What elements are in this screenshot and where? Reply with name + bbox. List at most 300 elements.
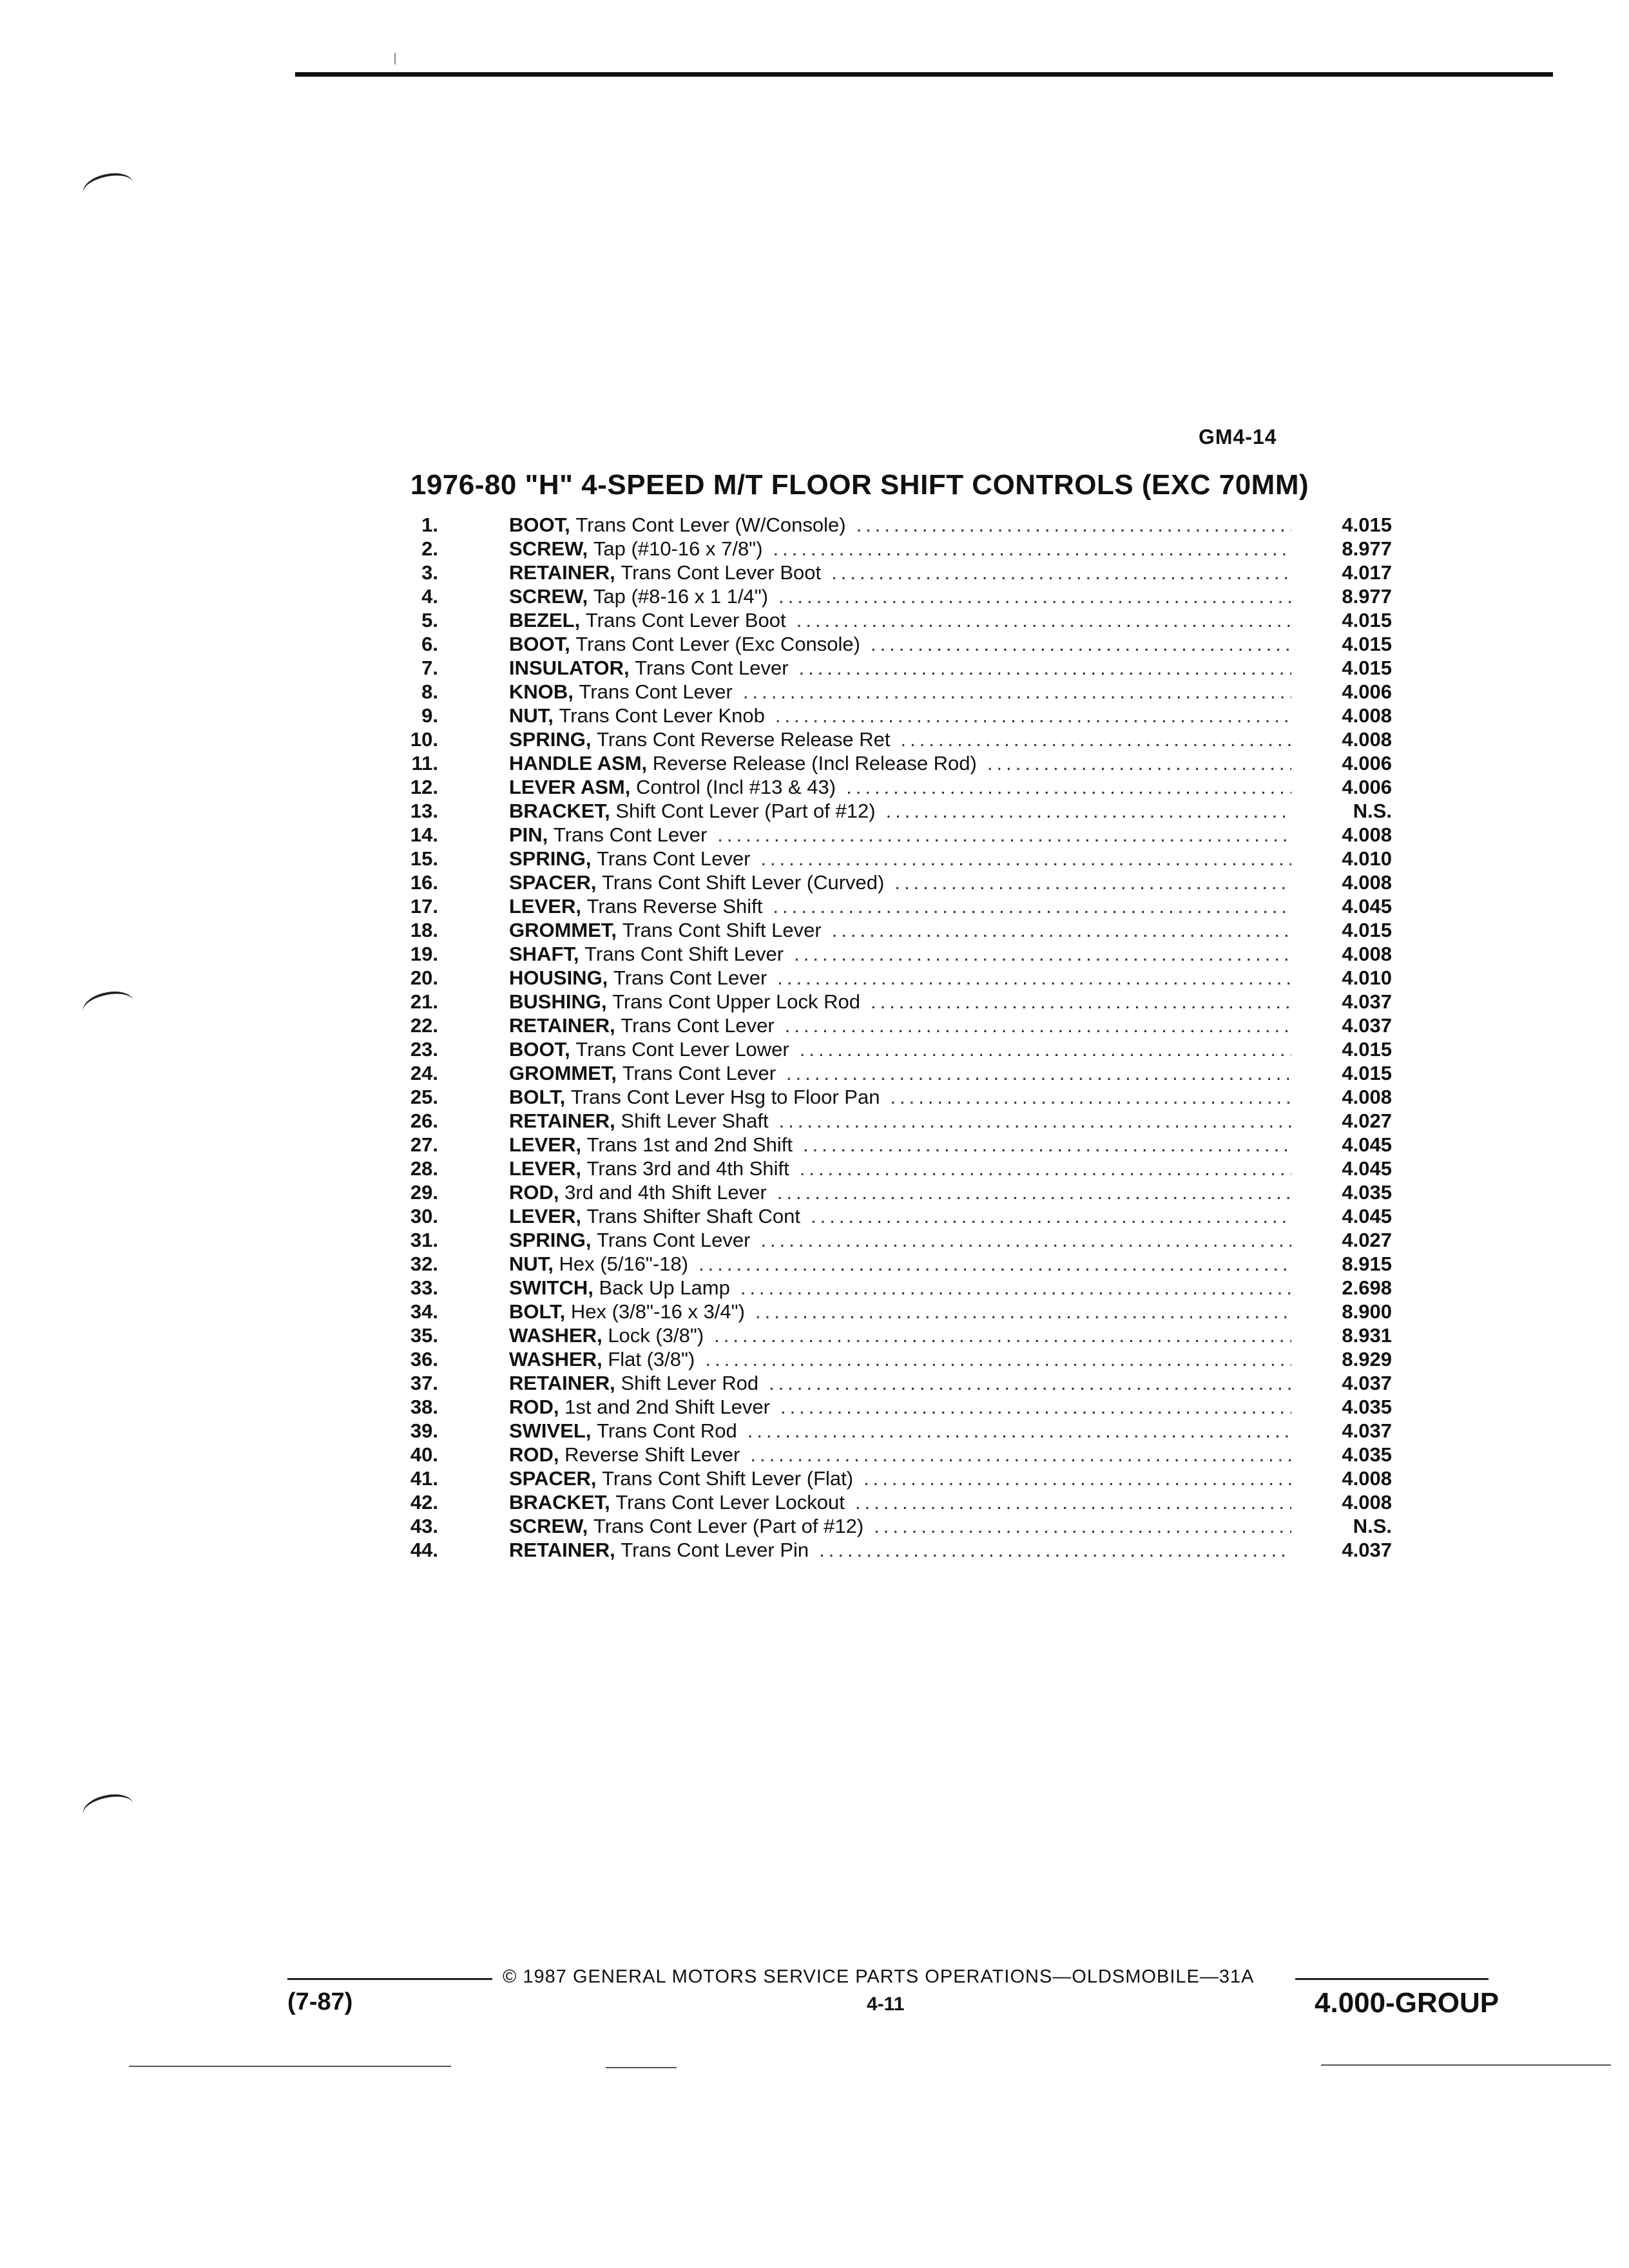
item-description <box>509 1228 1302 1252</box>
item-name: SWIVEL, <box>509 1419 592 1442</box>
group-number: 4.008 <box>1342 1467 1392 1490</box>
item-description <box>509 1085 1302 1109</box>
item-name: SPACER, <box>509 1467 597 1490</box>
item-name: KNOB, <box>509 680 574 703</box>
item-description <box>509 894 1302 918</box>
item-number: 5. <box>421 609 438 631</box>
list-item <box>387 513 1392 537</box>
group-number: 4.015 <box>1342 657 1392 679</box>
item-name: NUT, <box>509 1253 554 1275</box>
item-name: LEVER ASM, <box>509 776 631 798</box>
dot-leader <box>773 894 1291 918</box>
dot-leader <box>714 1323 1291 1347</box>
item-description <box>509 608 1302 632</box>
item-name: SCREW, <box>509 537 588 560</box>
item-name: LEVER, <box>509 1133 581 1156</box>
dot-leader <box>871 632 1291 656</box>
item-number: 28. <box>410 1157 438 1180</box>
dot-leader <box>832 918 1291 942</box>
bottom-rule <box>1321 2064 1611 2066</box>
parts-list <box>387 513 1392 1562</box>
group-number: 8.977 <box>1342 585 1392 608</box>
item-detail: Trans Cont Lever <box>621 1014 775 1037</box>
footer-group: 4.000-GROUP <box>1315 1987 1499 2019</box>
dot-leader <box>785 1014 1291 1037</box>
item-name: BEZEL, <box>509 609 581 631</box>
item-detail: Tap (#8-16 x 1 1/4") <box>593 585 769 608</box>
item-number: 15. <box>410 847 438 870</box>
group-number: 4.006 <box>1342 752 1392 774</box>
item-number: 22. <box>410 1014 438 1037</box>
list-item <box>387 561 1392 584</box>
dot-leader <box>831 561 1291 584</box>
list-item <box>387 1323 1392 1347</box>
item-name: HANDLE ASM, <box>509 752 648 774</box>
item-number: 3. <box>421 561 438 584</box>
group-number: 4.037 <box>1342 1014 1392 1037</box>
item-description <box>509 584 1302 608</box>
item-number: 20. <box>410 966 438 989</box>
item-detail: Back Up Lamp <box>599 1276 730 1299</box>
item-detail: 1st and 2nd Shift Lever <box>564 1396 770 1418</box>
item-detail: Trans Cont Lever (Exc Console) <box>575 633 860 655</box>
item-description <box>509 513 1302 537</box>
list-item <box>387 775 1392 799</box>
item-name: SPRING, <box>509 1229 592 1251</box>
dot-leader <box>779 1109 1291 1133</box>
item-detail: Trans Cont Lever Lockout <box>615 1491 845 1514</box>
item-detail: Trans Cont Lever Boot <box>585 609 786 631</box>
item-detail: Shift Lever Shaft <box>621 1110 769 1132</box>
item-detail: Control (Incl #13 & 43) <box>635 776 836 798</box>
item-description <box>509 870 1302 894</box>
dot-leader <box>760 847 1291 870</box>
dot-leader <box>811 1204 1291 1228</box>
page-title: 1976-80 "H" 4-SPEED M/T FLOOR SHIFT CONTROLS (EXC 70MM) <box>410 469 1309 501</box>
item-detail: Trans Cont Lever Knob <box>559 704 765 727</box>
item-number: 7. <box>421 657 438 679</box>
dot-leader <box>803 1133 1291 1157</box>
item-number: 10. <box>410 728 438 751</box>
dot-leader <box>799 656 1291 680</box>
item-name: NUT, <box>509 704 554 727</box>
footer-rule-right <box>1295 1978 1489 1980</box>
dot-leader <box>699 1252 1291 1276</box>
item-name: WASHER, <box>509 1348 602 1370</box>
item-name: LEVER, <box>509 1205 581 1227</box>
item-name: BRACKET, <box>509 1491 610 1514</box>
section-code: GM4-14 <box>1199 425 1277 448</box>
group-number: 4.045 <box>1342 895 1392 918</box>
item-description <box>509 1490 1302 1514</box>
item-number: 27. <box>410 1133 438 1156</box>
list-item <box>387 1371 1392 1395</box>
item-description <box>509 918 1302 942</box>
item-description <box>509 823 1302 847</box>
item-number: 17. <box>410 895 438 918</box>
list-item <box>387 1252 1392 1276</box>
item-description <box>509 1443 1302 1466</box>
dot-leader <box>800 1037 1291 1061</box>
list-item <box>387 942 1392 966</box>
item-name: RETAINER, <box>509 1110 615 1132</box>
item-description <box>509 1347 1302 1371</box>
scan-artifact <box>80 169 136 207</box>
item-number: 24. <box>410 1062 438 1084</box>
item-name: HOUSING, <box>509 966 608 989</box>
group-number: 4.008 <box>1342 1086 1392 1108</box>
list-item <box>387 1133 1392 1157</box>
group-number: 4.017 <box>1342 561 1392 584</box>
dot-leader <box>760 1228 1291 1252</box>
item-name: SPACER, <box>509 871 597 894</box>
dot-leader <box>705 1347 1291 1371</box>
item-number: 34. <box>410 1300 438 1323</box>
dot-leader <box>773 537 1291 561</box>
item-name: LEVER, <box>509 895 581 918</box>
item-description <box>509 1157 1302 1180</box>
item-description <box>509 966 1302 990</box>
item-detail: Trans Cont Lever <box>635 657 789 679</box>
item-name: BOOT, <box>509 633 570 655</box>
item-detail: Trans Cont Lever <box>579 680 733 703</box>
item-detail: Shift Cont Lever (Part of #12) <box>615 800 876 822</box>
item-description <box>509 1514 1302 1538</box>
dot-leader <box>863 1466 1291 1490</box>
item-number: 30. <box>410 1205 438 1227</box>
item-number: 18. <box>410 919 438 941</box>
group-number: 4.015 <box>1342 633 1392 655</box>
group-number: 4.015 <box>1342 919 1392 941</box>
item-description <box>509 1204 1302 1228</box>
footer-copyright: © 1987 GENERAL MOTORS SERVICE PARTS OPERATIONS—OLDSMOBILE—31A <box>503 1966 1255 1987</box>
list-item <box>387 1228 1392 1252</box>
group-number: 4.027 <box>1342 1229 1392 1251</box>
item-detail: Trans Cont Reverse Release Ret <box>597 728 891 751</box>
group-number: 4.015 <box>1342 609 1392 631</box>
list-item <box>387 1276 1392 1300</box>
item-description <box>509 942 1302 966</box>
group-number: 4.010 <box>1342 966 1392 989</box>
list-item <box>387 1157 1392 1180</box>
bottom-rule <box>606 2067 677 2068</box>
group-number: 4.015 <box>1342 1062 1392 1084</box>
group-number: 4.035 <box>1342 1181 1392 1204</box>
group-number: 4.045 <box>1342 1157 1392 1180</box>
group-number: 4.045 <box>1342 1133 1392 1156</box>
item-number: 13. <box>410 800 438 822</box>
list-item <box>387 751 1392 775</box>
list-item <box>387 1085 1392 1109</box>
dot-leader <box>794 942 1291 966</box>
group-number: 4.035 <box>1342 1396 1392 1418</box>
item-description <box>509 680 1302 704</box>
item-description <box>509 1037 1302 1061</box>
item-description <box>509 1180 1302 1204</box>
item-name: GROMMET, <box>509 919 617 941</box>
group-number: 4.008 <box>1342 728 1392 751</box>
item-description <box>509 775 1302 799</box>
list-item <box>387 1490 1392 1514</box>
item-detail: Shift Lever Rod <box>621 1372 759 1394</box>
item-detail: Lock (3/8") <box>608 1324 704 1347</box>
item-detail: Trans Cont Lever Boot <box>621 561 822 584</box>
dot-leader <box>846 775 1291 799</box>
item-description <box>509 1061 1302 1085</box>
item-number: 37. <box>410 1372 438 1394</box>
item-name: BOOT, <box>509 1038 570 1061</box>
item-detail: Trans 1st and 2nd Shift <box>586 1133 793 1156</box>
item-number: 33. <box>410 1276 438 1299</box>
item-name: PIN, <box>509 823 548 846</box>
list-item <box>387 656 1392 680</box>
scan-artifact <box>80 987 136 1026</box>
list-item <box>387 1109 1392 1133</box>
item-detail: Trans Cont Shift Lever <box>584 943 784 965</box>
list-item <box>387 537 1392 561</box>
item-detail: Trans Cont Lever <box>613 966 767 989</box>
item-description <box>509 537 1302 561</box>
list-item <box>387 966 1392 990</box>
group-number: 4.027 <box>1342 1110 1392 1132</box>
item-number: 41. <box>410 1467 438 1490</box>
dot-leader <box>747 1419 1291 1443</box>
group-number: 4.006 <box>1342 680 1392 703</box>
item-number: 2. <box>421 537 438 560</box>
group-number: 4.006 <box>1342 776 1392 798</box>
top-rule <box>295 72 1553 77</box>
group-number: 8.929 <box>1342 1348 1392 1370</box>
item-description <box>509 561 1302 584</box>
group-number: 4.037 <box>1342 1539 1392 1561</box>
list-item <box>387 1443 1392 1466</box>
item-number: 35. <box>410 1324 438 1347</box>
group-number: 4.008 <box>1342 1491 1392 1514</box>
item-name: SPRING, <box>509 728 592 751</box>
item-detail: Reverse Shift Lever <box>564 1443 740 1466</box>
item-name: ROD, <box>509 1181 559 1204</box>
list-item <box>387 918 1392 942</box>
item-detail: Trans Cont Lever (W/Console) <box>575 514 846 536</box>
group-number: 4.015 <box>1342 1038 1392 1061</box>
item-detail: Trans Cont Lever (Part of #12) <box>593 1515 864 1537</box>
item-description <box>509 1466 1302 1490</box>
list-item <box>387 608 1392 632</box>
item-detail: Trans Cont Shift Lever <box>622 919 822 941</box>
item-name: SPRING, <box>509 847 592 870</box>
group-number: 4.035 <box>1342 1443 1392 1466</box>
list-item <box>387 1395 1392 1419</box>
dot-leader <box>890 1085 1291 1109</box>
dot-leader <box>780 1395 1291 1419</box>
list-item <box>387 847 1392 870</box>
item-detail: Trans Cont Shift Lever (Curved) <box>602 871 885 894</box>
dot-leader <box>874 1514 1291 1538</box>
list-item <box>387 1538 1392 1562</box>
item-number: 4. <box>421 585 438 608</box>
item-description <box>509 727 1302 751</box>
dot-leader <box>856 513 1291 537</box>
item-name: BOLT, <box>509 1086 566 1108</box>
group-number: 4.008 <box>1342 704 1392 727</box>
dot-leader <box>755 1300 1291 1323</box>
list-item <box>387 799 1392 823</box>
item-number: 36. <box>410 1348 438 1370</box>
list-item <box>387 1180 1392 1204</box>
item-name: BRACKET, <box>509 800 610 822</box>
item-name: SHAFT, <box>509 943 579 965</box>
item-description <box>509 1109 1302 1133</box>
list-item <box>387 632 1392 656</box>
item-description <box>509 1419 1302 1443</box>
list-item <box>387 990 1392 1014</box>
group-number: N.S. <box>1353 800 1392 822</box>
item-number: 11. <box>411 752 438 774</box>
item-name: RETAINER, <box>509 1372 615 1394</box>
item-name: BOOT, <box>509 514 570 536</box>
item-name: RETAINER, <box>509 1539 615 1561</box>
list-item <box>387 1466 1392 1490</box>
item-description <box>509 704 1302 727</box>
item-detail: Trans Cont Lever <box>622 1062 776 1084</box>
dot-leader <box>740 1276 1291 1300</box>
list-item <box>387 680 1392 704</box>
item-name: GROMMET, <box>509 1062 617 1084</box>
item-number: 32. <box>410 1253 438 1275</box>
item-detail: Trans Reverse Shift <box>586 895 763 918</box>
list-item <box>387 1419 1392 1443</box>
item-description <box>509 1395 1302 1419</box>
group-number: 8.931 <box>1342 1324 1392 1347</box>
item-detail: Trans Cont Lever Pin <box>621 1539 809 1561</box>
dot-leader <box>717 823 1291 847</box>
group-number: 8.977 <box>1342 537 1392 560</box>
item-description <box>509 847 1302 870</box>
item-name: SCREW, <box>509 1515 588 1537</box>
list-item <box>387 1514 1392 1538</box>
item-description <box>509 1538 1302 1562</box>
item-number: 9. <box>421 704 438 727</box>
dot-leader <box>769 1371 1291 1395</box>
item-detail: Trans Cont Lever Lower <box>575 1038 789 1061</box>
group-number: 4.037 <box>1342 1419 1392 1442</box>
item-detail: Trans 3rd and 4th Shift <box>586 1157 789 1180</box>
dot-leader <box>777 1180 1291 1204</box>
item-detail: Trans Cont Upper Lock Rod <box>612 990 861 1013</box>
item-number: 16. <box>410 871 438 894</box>
group-number: 2.698 <box>1342 1276 1392 1299</box>
item-number: 23. <box>410 1038 438 1061</box>
item-name: INSULATOR, <box>509 657 630 679</box>
item-name: LEVER, <box>509 1157 581 1180</box>
item-description <box>509 1371 1302 1395</box>
item-number: 43. <box>410 1515 438 1537</box>
item-number: 14. <box>410 823 438 846</box>
dot-leader <box>775 704 1291 727</box>
item-number: 38. <box>410 1396 438 1418</box>
item-detail: Hex (3/8"-16 x 3/4") <box>570 1300 745 1323</box>
item-detail: Trans Shifter Shaft Cont <box>586 1205 800 1227</box>
group-number: 4.015 <box>1342 514 1392 536</box>
item-name: SCREW, <box>509 585 588 608</box>
list-item <box>387 727 1392 751</box>
item-description <box>509 632 1302 656</box>
item-number: 29. <box>410 1181 438 1204</box>
list-item <box>387 704 1392 727</box>
list-item <box>387 1037 1392 1061</box>
group-number: 4.037 <box>1342 1372 1392 1394</box>
item-description <box>509 1300 1302 1323</box>
dot-leader <box>743 680 1291 704</box>
item-description <box>509 1323 1302 1347</box>
item-description <box>509 990 1302 1014</box>
item-detail: Trans Cont Lever Hsg to Floor Pan <box>570 1086 880 1108</box>
group-number: 4.045 <box>1342 1205 1392 1227</box>
item-number: 6. <box>421 633 438 655</box>
dot-leader <box>894 870 1291 894</box>
list-item <box>387 1204 1392 1228</box>
list-item <box>387 870 1392 894</box>
group-number: 4.010 <box>1342 847 1392 870</box>
dot-leader <box>777 966 1291 990</box>
list-item <box>387 1300 1392 1323</box>
item-detail: Flat (3/8") <box>608 1348 695 1370</box>
item-description <box>509 1276 1302 1300</box>
item-description <box>509 1014 1302 1037</box>
item-name: WASHER, <box>509 1324 602 1347</box>
item-description <box>509 751 1302 775</box>
item-number: 40. <box>410 1443 438 1466</box>
item-description <box>509 1133 1302 1157</box>
list-item <box>387 584 1392 608</box>
dot-leader <box>819 1538 1291 1562</box>
item-number: 25. <box>410 1086 438 1108</box>
item-name: SWITCH, <box>509 1276 593 1299</box>
item-number: 26. <box>410 1110 438 1132</box>
item-detail: Reverse Release (Incl Release Rod) <box>652 752 977 774</box>
item-description <box>509 799 1302 823</box>
group-number: 8.900 <box>1342 1300 1392 1323</box>
item-name: ROD, <box>509 1396 559 1418</box>
item-name: BUSHING, <box>509 990 607 1013</box>
footer-date: (7-87) <box>287 1988 353 2015</box>
item-name: RETAINER, <box>509 1014 615 1037</box>
scan-artifact <box>80 1790 136 1829</box>
dot-leader <box>800 1157 1291 1180</box>
item-name: RETAINER, <box>509 561 615 584</box>
item-detail: 3rd and 4th Shift Lever <box>564 1181 767 1204</box>
item-detail: Trans Cont Lever <box>553 823 708 846</box>
dot-leader <box>886 799 1291 823</box>
item-number: 19. <box>410 943 438 965</box>
group-number: 4.037 <box>1342 990 1392 1013</box>
list-item <box>387 823 1392 847</box>
list-item <box>387 1061 1392 1085</box>
item-number: 42. <box>410 1491 438 1514</box>
item-number: 1. <box>421 514 438 536</box>
item-number: 44. <box>410 1539 438 1561</box>
dot-leader <box>901 727 1291 751</box>
list-item <box>387 894 1392 918</box>
item-detail: Trans Cont Lever <box>597 1229 751 1251</box>
group-number: 4.008 <box>1342 823 1392 846</box>
tick-mark <box>394 53 396 64</box>
dot-leader <box>786 1061 1291 1085</box>
dot-leader <box>987 751 1291 775</box>
item-description <box>509 656 1302 680</box>
dot-leader <box>750 1443 1291 1466</box>
item-detail: Hex (5/16"-18) <box>559 1253 689 1275</box>
